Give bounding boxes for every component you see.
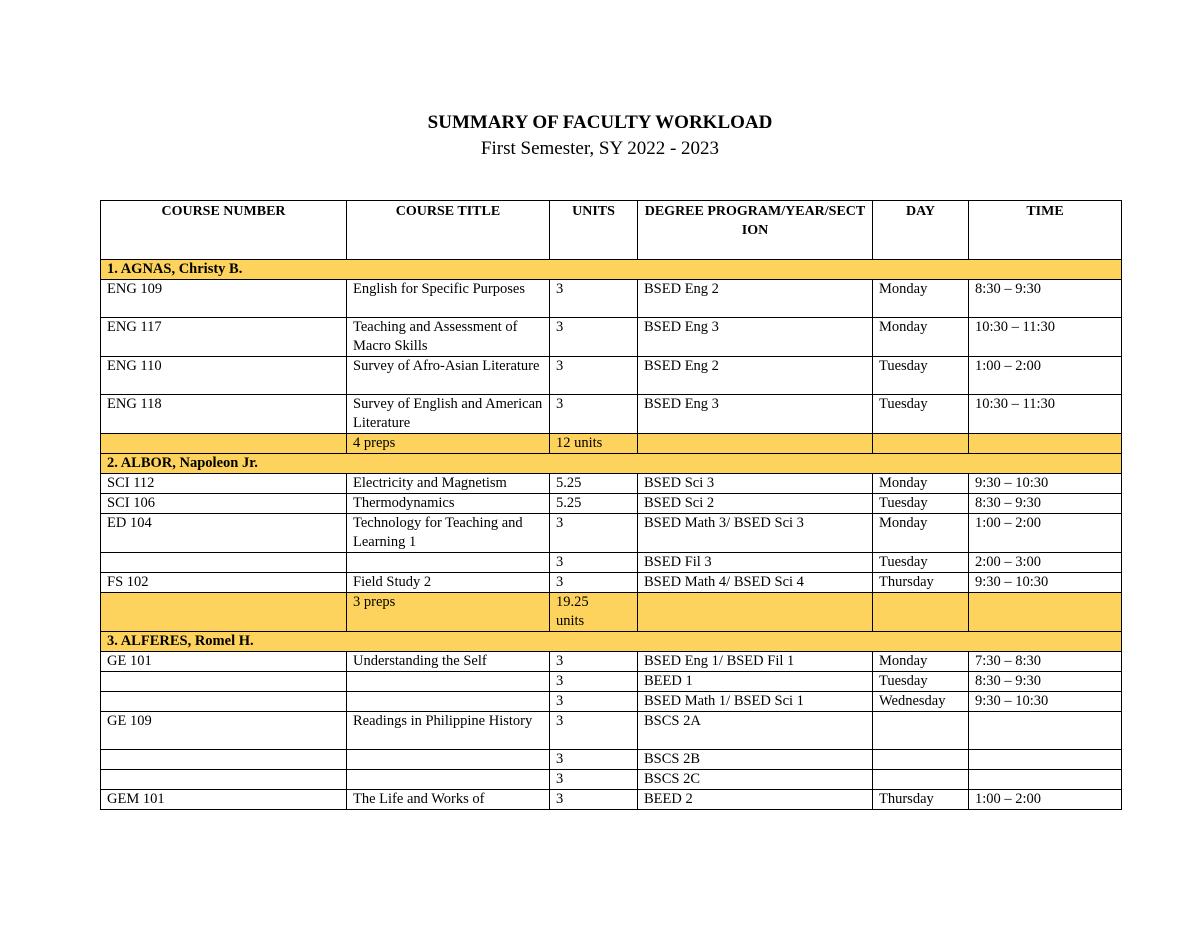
total-units: 19.25 units [550, 593, 638, 632]
units: 5.25 [550, 474, 638, 494]
time: 10:30 – 11:30 [969, 395, 1122, 434]
column-header: DAY [873, 201, 969, 260]
degree-program: BSED Fil 3 [638, 553, 873, 573]
document-subtitle: First Semester, SY 2022 - 2023 [480, 138, 720, 159]
course-number [101, 553, 347, 573]
degree-program: BSCS 2C [638, 770, 873, 790]
course-number: GEM 101 [101, 790, 347, 810]
table-row [101, 553, 1122, 573]
day: Monday [873, 514, 969, 553]
degree-program: BSED Math 3/ BSED Sci 3 [638, 514, 873, 553]
faculty-name: 2. ALBOR, Napoleon Jr. [101, 454, 1122, 474]
degree-program: BSED Sci 2 [638, 494, 873, 514]
units: 3 [550, 357, 638, 395]
faculty-name: 1. AGNAS, Christy B. [101, 260, 1122, 280]
table-row [101, 692, 1122, 712]
course-number: GE 109 [101, 712, 347, 750]
time: 1:00 – 2:00 [969, 514, 1122, 553]
course-title [347, 770, 550, 790]
time: 10:30 – 11:30 [969, 318, 1122, 357]
course-title: Readings in Philippine History [347, 712, 550, 750]
course-title: Field Study 2 [347, 573, 550, 593]
day: Thursday [873, 573, 969, 593]
empty-cell [969, 434, 1122, 454]
degree-program: BSED Eng 1/ BSED Fil 1 [638, 652, 873, 672]
course-number: SCI 112 [101, 474, 347, 494]
column-header: UNITS [550, 201, 638, 260]
faculty-header-row [101, 260, 1122, 280]
time: 9:30 – 10:30 [969, 573, 1122, 593]
degree-program: BSED Math 4/ BSED Sci 4 [638, 573, 873, 593]
day: Thursday [873, 790, 969, 810]
table-row [101, 318, 1122, 357]
day: Monday [873, 474, 969, 494]
course-title [347, 553, 550, 573]
units: 3 [550, 672, 638, 692]
course-title: English for Specific Purposes [347, 280, 550, 318]
time: 9:30 – 10:30 [969, 474, 1122, 494]
column-header: COURSE NUMBER [101, 201, 347, 260]
day: Monday [873, 318, 969, 357]
units: 5.25 [550, 494, 638, 514]
time: 8:30 – 9:30 [969, 280, 1122, 318]
total-row [101, 593, 1122, 632]
units: 3 [550, 790, 638, 810]
units: 3 [550, 692, 638, 712]
day: Tuesday [873, 553, 969, 573]
time: 1:00 – 2:00 [969, 357, 1122, 395]
day: Monday [873, 652, 969, 672]
day: Tuesday [873, 494, 969, 514]
total-units: 12 units [550, 434, 638, 454]
table-row [101, 357, 1122, 395]
document-title: SUMMARY OF FACULTY WORKLOAD [427, 112, 773, 133]
time: 7:30 – 8:30 [969, 652, 1122, 672]
units: 3 [550, 553, 638, 573]
column-header: DEGREE PROGRAM/YEAR/SECTION [638, 201, 873, 260]
degree-program: BSCS 2B [638, 750, 873, 770]
faculty-header-row [101, 454, 1122, 474]
day: Tuesday [873, 357, 969, 395]
units: 3 [550, 280, 638, 318]
time: 2:00 – 3:00 [969, 553, 1122, 573]
course-title: Understanding the Self [347, 652, 550, 672]
total-row [101, 434, 1122, 454]
column-header: TIME [969, 201, 1122, 260]
time: 9:30 – 10:30 [969, 692, 1122, 712]
course-title: Thermodynamics [347, 494, 550, 514]
empty-cell [638, 434, 873, 454]
day: Wednesday [873, 692, 969, 712]
course-title: Technology for Teaching and Learning 1 [347, 514, 550, 553]
units: 3 [550, 573, 638, 593]
table-row [101, 494, 1122, 514]
day [873, 770, 969, 790]
empty-cell [638, 593, 873, 632]
total-preps: 3 preps [347, 593, 550, 632]
table-row [101, 474, 1122, 494]
empty-cell [873, 593, 969, 632]
course-number: SCI 106 [101, 494, 347, 514]
degree-program: BSED Eng 2 [638, 280, 873, 318]
course-number: ENG 109 [101, 280, 347, 318]
course-number [101, 692, 347, 712]
units: 3 [550, 318, 638, 357]
course-number: ED 104 [101, 514, 347, 553]
day: Tuesday [873, 672, 969, 692]
course-title: The Life and Works of [347, 790, 550, 810]
table-row [101, 770, 1122, 790]
course-title: Survey of English and American Literature [347, 395, 550, 434]
table-row [101, 652, 1122, 672]
course-number: ENG 117 [101, 318, 347, 357]
units: 3 [550, 712, 638, 750]
course-number [101, 672, 347, 692]
course-number: FS 102 [101, 573, 347, 593]
units: 3 [550, 395, 638, 434]
units: 3 [550, 770, 638, 790]
table-header-row [101, 201, 1122, 260]
course-title: Survey of Afro-Asian Literature [347, 357, 550, 395]
day: Tuesday [873, 395, 969, 434]
degree-program: BSED Sci 3 [638, 474, 873, 494]
table-row [101, 750, 1122, 770]
degree-program: BSED Eng 2 [638, 357, 873, 395]
degree-program: BSED Math 1/ BSED Sci 1 [638, 692, 873, 712]
course-title [347, 750, 550, 770]
degree-program: BSED Eng 3 [638, 318, 873, 357]
time: 8:30 – 9:30 [969, 494, 1122, 514]
table-row [101, 790, 1122, 810]
empty-cell [101, 593, 347, 632]
units: 3 [550, 750, 638, 770]
time: 8:30 – 9:30 [969, 672, 1122, 692]
degree-program: BSED Eng 3 [638, 395, 873, 434]
degree-program: BSCS 2A [638, 712, 873, 750]
day: Monday [873, 280, 969, 318]
course-number: ENG 110 [101, 357, 347, 395]
units: 3 [550, 652, 638, 672]
course-number: GE 101 [101, 652, 347, 672]
empty-cell [969, 593, 1122, 632]
empty-cell [873, 434, 969, 454]
table-row [101, 280, 1122, 318]
column-header: COURSE TITLE [347, 201, 550, 260]
course-number [101, 770, 347, 790]
time [969, 712, 1122, 750]
course-title: Electricity and Magnetism [347, 474, 550, 494]
time [969, 750, 1122, 770]
table-row [101, 672, 1122, 692]
table-row [101, 395, 1122, 434]
day [873, 712, 969, 750]
faculty-header-row [101, 632, 1122, 652]
degree-program: BEED 1 [638, 672, 873, 692]
table-row [101, 514, 1122, 553]
table-row [101, 573, 1122, 593]
faculty-workload-table [100, 200, 1122, 810]
course-title [347, 692, 550, 712]
degree-program: BEED 2 [638, 790, 873, 810]
time [969, 770, 1122, 790]
course-number [101, 750, 347, 770]
units: 3 [550, 514, 638, 553]
course-title [347, 672, 550, 692]
faculty-name: 3. ALFERES, Romel H. [101, 632, 1122, 652]
total-preps: 4 preps [347, 434, 550, 454]
course-number: ENG 118 [101, 395, 347, 434]
empty-cell [101, 434, 347, 454]
time: 1:00 – 2:00 [969, 790, 1122, 810]
course-title: Teaching and Assessment of Macro Skills [347, 318, 550, 357]
table-row [101, 712, 1122, 750]
day [873, 750, 969, 770]
